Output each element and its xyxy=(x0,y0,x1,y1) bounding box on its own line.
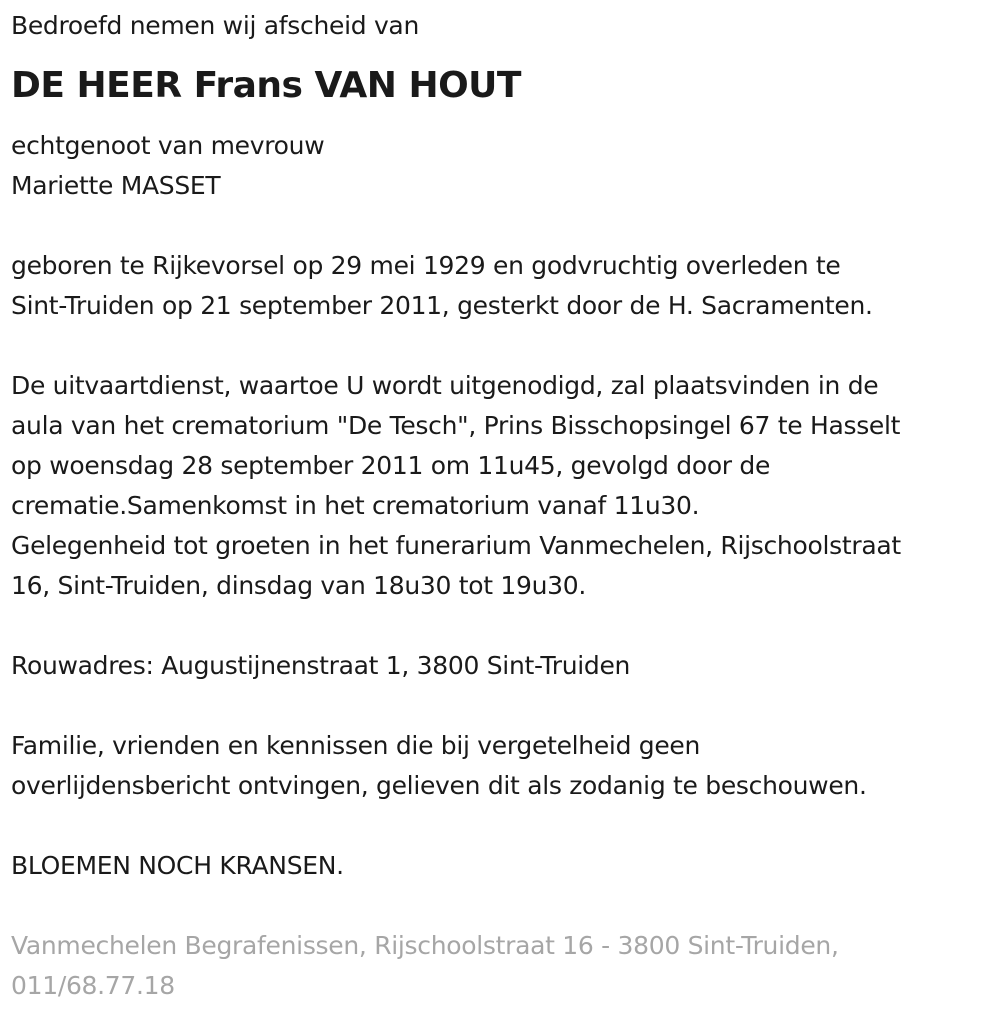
service-line: op woensdag 28 september 2011 om 11u45, gevolgd door de xyxy=(11,451,771,480)
service-line: 16, Sint-Truiden, dinsdag van 18u30 tot 19u30. xyxy=(11,571,587,600)
birth-death-text: geboren te Rijkevorsel op 29 mei 1929 en godvruchtig overleden te xyxy=(11,251,841,280)
footer-phone: 011/68.77.18 xyxy=(11,971,175,1000)
spacer xyxy=(11,206,991,246)
birth-death-text: Sint-Truiden op 21 september 2011, gesterkt door de H. Sacramenten. xyxy=(11,291,873,320)
intro-text: Bedroefd nemen wij afscheid van xyxy=(11,11,419,40)
deceased-name: DE HEER Frans VAN HOUT xyxy=(11,65,521,106)
service-line: De uitvaartdienst, waartoe U wordt uitgenodigd, zal plaatsvinden in de xyxy=(11,371,879,400)
spacer xyxy=(11,326,991,366)
spouse-line: echtgenoot van mevrouw xyxy=(11,131,325,160)
obituary-notice xyxy=(11,0,991,1006)
service-line: crematie.Samenkomst in het crematorium vanaf 11u30. xyxy=(11,491,700,520)
spacer xyxy=(11,806,991,846)
funeral-home-footer xyxy=(11,926,991,1006)
service-line: aula van het crematorium "De Tesch", Prins Bisschopsingel 67 te Hasselt xyxy=(11,411,901,440)
spacer xyxy=(11,606,991,646)
spouse-name: Mariette MASSET xyxy=(11,171,221,200)
family-paragraph xyxy=(11,726,991,806)
mourning-address: Rouwadres: Augustijnenstraat 1, 3800 Sint-Truiden xyxy=(11,651,631,680)
service-paragraph xyxy=(11,366,991,606)
spacer xyxy=(11,886,991,926)
family-line: Familie, vrienden en kennissen die bij vergetelheid geen xyxy=(11,731,701,760)
spacer xyxy=(11,686,991,726)
flowers-note: BLOEMEN NOCH KRANSEN. xyxy=(11,851,344,880)
family-line: overlijdensbericht ontvingen, gelieven dit als zodanig te beschouwen. xyxy=(11,771,867,800)
footer-address: Vanmechelen Begrafenissen, Rijschoolstraat 16 - 3800 Sint-Truiden, xyxy=(11,931,839,960)
service-line: Gelegenheid tot groeten in het funerarium Vanmechelen, Rijschoolstraat xyxy=(11,531,901,560)
